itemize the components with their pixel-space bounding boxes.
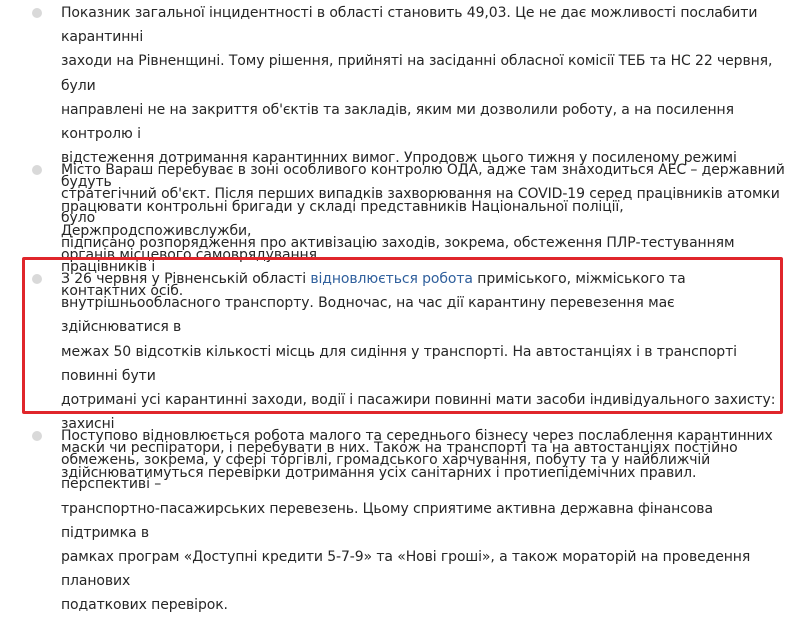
text-line: контактних осіб. xyxy=(61,283,184,300)
text-fragment: З 26 червня у Рівненській області xyxy=(61,271,311,287)
text-line: заходи на Рівненщині. Тому рішення, прийняті на засіданні обласної комісії ТЕБ та НС 22 червня, були xyxy=(61,53,773,94)
text-line: органів місцевого самоврядування. xyxy=(61,247,322,264)
bullet-icon xyxy=(32,274,42,284)
text-line: транспортно-пасажирських перевезень. Цьому сприятиме активна державна фінансова підтримка в xyxy=(61,500,713,541)
bullet-icon xyxy=(32,431,42,441)
text-line: підписано розпорядження про активізацію заходів, зокрема, обстеження ПЛР-тестуванням працівників і xyxy=(61,234,735,275)
bullet-icon xyxy=(32,8,42,18)
text-fragment: приміського, міжміського та xyxy=(472,271,686,287)
paragraph-text xyxy=(61,424,785,618)
text-line: внутрішньообласного транспорту. Водночас, на час дії карантину перевезення має здійснюватися в xyxy=(61,295,675,336)
text-line: Місто Вараш перебуває в зоні особливого контролю ОДА, адже там знаходиться АЕС – державний xyxy=(61,162,785,178)
text-line: обмежень, зокрема, у сфері торгівлі, громадського харчування, побуту та у найближчій перспективі – xyxy=(61,452,711,493)
text-line: направлені не на закриття об'єктів та закладів, яким ми дозволили роботу, а на посилення контролю і xyxy=(61,101,734,143)
text-line: податкових перевірок. xyxy=(61,597,228,614)
text-line: Поступово відновлюється робота малого та середнього бізнесу через послаблення карантинних xyxy=(61,428,773,444)
text-line: стратегічний об'єкт. Після перших випадків захворювання на COVID-19 серед працівників атомки було xyxy=(61,186,780,227)
text-line: відстеження дотримання карантинних вимог. Упродовж цього тижня у посиленому режимі будуть xyxy=(61,150,737,191)
text-line: рамках програм «Доступні кредити 5-7-9» та «Нові гроші», а також мораторій на проведення планових xyxy=(61,549,751,590)
text-line: працювати контрольні бригади у складі представників Національної поліції, Держпродспоживслужби, xyxy=(61,198,624,239)
transport-link[interactable]: відновлюється робота xyxy=(310,271,473,287)
text-line xyxy=(61,271,686,287)
text-line: здійснюватимуться перевірки дотримання усіх санітарних і протиепідемічних правил. xyxy=(61,464,697,481)
text-line: Показник загальної інцидентності в області становить 49,03. Це не дає можливості послабити карантинні xyxy=(61,5,758,46)
bullet-icon xyxy=(32,165,42,175)
text-line: межах 50 відсотків кількості місць для сидіння у транспорті. На автостанціях і в транспорті повинні бути xyxy=(61,343,737,384)
text-line: дотримані усі карантинні заходи, водії і пасажири повинні мати засоби індивідуального захисту: захисні xyxy=(61,392,776,433)
text-line: маски чи респіратори, і перебувати в них. Також на транспорті та на автостанціях постійно xyxy=(61,440,738,457)
